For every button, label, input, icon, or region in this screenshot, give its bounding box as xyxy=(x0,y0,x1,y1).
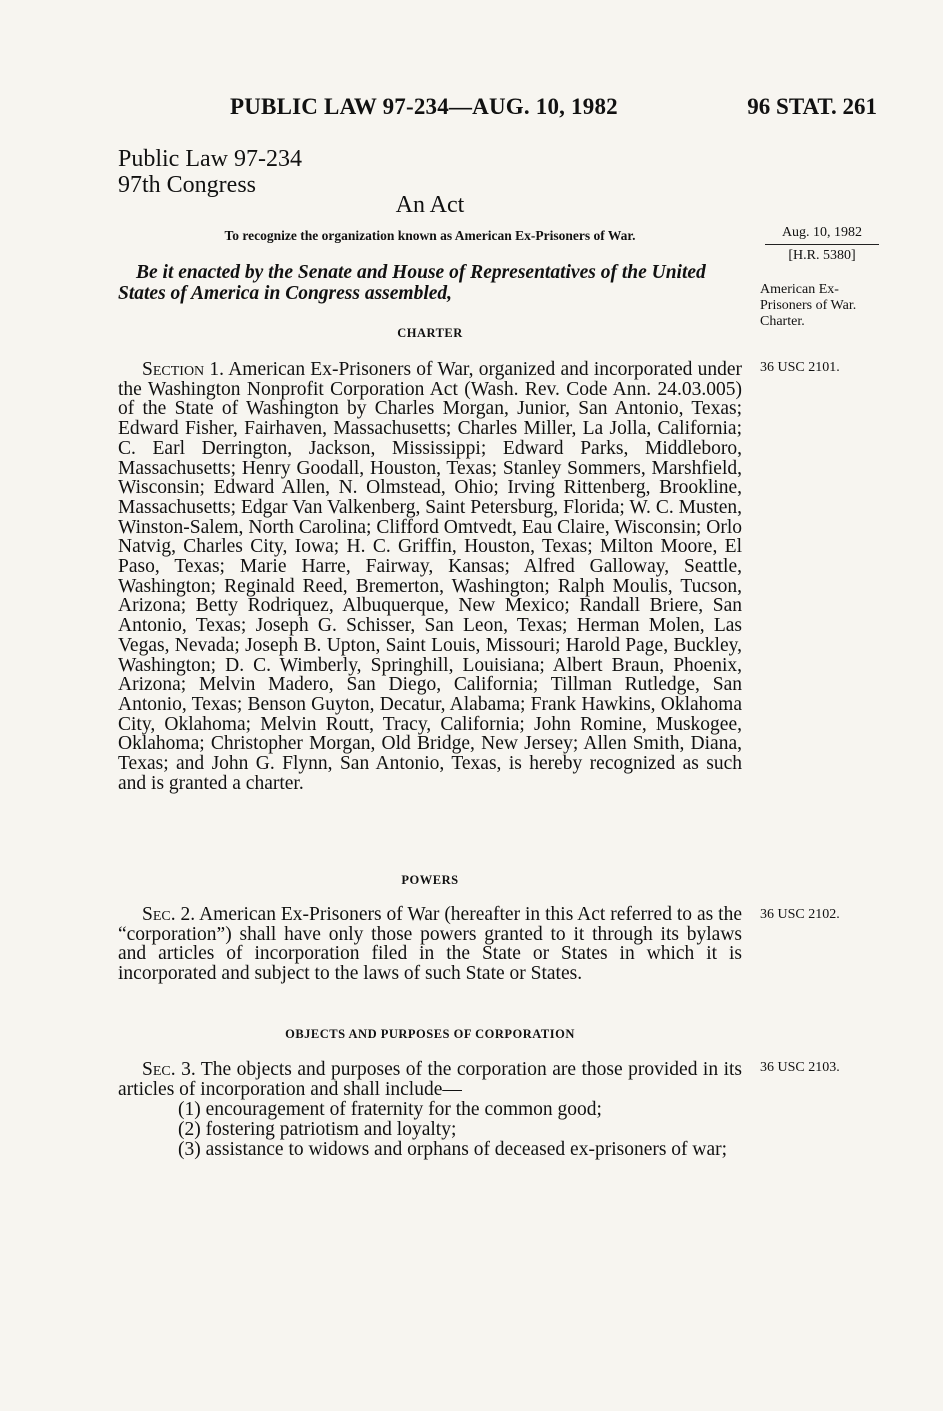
margin-cite-2102: 36 USC 2102. xyxy=(760,907,840,922)
charter-heading: CHARTER xyxy=(397,326,463,340)
margin-rule xyxy=(765,244,879,245)
section-2-text: American Ex-Prisoners of War (hereafter in this Act referred to as the “corporation”) shall have only those powers granted to it through its bylaws and articles of incorporation filed in the State or States in which it is incorporated and subject to the laws of such State or States. xyxy=(118,904,742,985)
margin-cite-2101: 36 USC 2101. xyxy=(760,360,840,375)
approval-date: Aug. 10, 1982 xyxy=(781,225,863,240)
powers-heading: POWERS xyxy=(401,873,459,887)
act-title: An Act xyxy=(395,192,465,218)
congress-number: 97th Congress xyxy=(118,172,256,198)
margin-topic: American Ex-Prisoners of War. Charter. xyxy=(760,282,857,329)
margin-cite-2103: 36 USC 2103. xyxy=(760,1060,840,1075)
running-header: PUBLIC LAW 97-234—AUG. 10, 1982 xyxy=(230,94,618,119)
section-3 xyxy=(118,1060,742,1099)
section-1-label: Section 1. xyxy=(142,359,225,380)
law-identifier xyxy=(118,146,302,198)
act-purpose: To recognize the organization known as American Ex-Prisoners of War. xyxy=(224,228,636,243)
section-3-label: Sec. 3. xyxy=(142,1059,196,1080)
purpose-item-3: (3) assistance to widows and orphans of deceased ex-prisoners of war; xyxy=(178,1139,728,1160)
purpose-item-1: (1) encouragement of fraternity for the common good; xyxy=(178,1099,602,1120)
public-law-number: Public Law 97-234 xyxy=(118,146,302,172)
section-2-label: Sec. 2. xyxy=(142,904,196,925)
bill-number: [H.R. 5380] xyxy=(788,248,856,263)
section-2 xyxy=(118,905,742,984)
section-1-text: American Ex-Prisoners of War, organized and incorporated under the Washington Nonprofit Corporation Act (Wash. Rev. Code Ann. 24.03.005) of the State of Washington by Charles Morgan, Junior, San Antonio, Texas; Edward Fisher, Fairhaven, Massachusetts; Charles Miller, La Jolla, California; C. Earl Derrington, Jackson, Mississippi; Edward Parks, Middleboro, Massachusetts; Henry Goodall, Houston, Texas; Stanley Sommers, Marshfield, Wisconsin; Edward Allen, N. Olmstead, Ohio; Irving Rittenberg, Brookline, Massachusetts; Edgar Van Valkenberg, Saint Petersburg, Florida; W. C. Musten, Winston-Salem, North Carolina; Clifford Omtvedt, Eau Claire, Wisconsin; Orlo Natvig, Charles City, Iowa; H. C. Griffin, Houston, Texas; Milton Moore, El Paso, Texas; Marie Harre, Fairway, Kansas; Alfred Galloway, Seattle, Washington; Reginald Reed, Bremerton, Washington; Ralph Moulis, Tucson, Arizona; Betty Rodriquez, Albuquerque, New Mexico; Randall Briere, San Antonio, Texas; Joseph G. Schisser, San Leon, Texas; Herman Molen, Las Vegas, Nevada; Joseph B. Upton, Saint Louis, Missouri; Harold Page, Buckley, Washington; D. C. Wimberly, Springhill, Louisiana; Albert Braun, Phoenix, Arizona; Melvin Madero, San Diego, California; Tillman Rutledge, San Antonio, Texas; Benson Guyton, Decatur, Alabama; Frank Hawkins, Oklahoma City, Oklahoma; Melvin Routt, Tracy, California; John Romine, Muskogee, Oklahoma; Christopher Morgan, Old Bridge, New Jersey; Allen Smith, Diana, Texas; and John G. Flynn, San Antonio, Texas, is hereby recognized as such and is granted a charter. xyxy=(118,359,742,794)
enacting-clause: Be it enacted by the Senate and House of Representatives of the United States of America in Congress assembled, xyxy=(118,262,706,304)
margin-date-block xyxy=(765,224,879,265)
objects-heading: OBJECTS AND PURPOSES OF CORPORATION xyxy=(285,1027,575,1041)
section-1 xyxy=(118,360,742,793)
purpose-item-2: (2) fostering patriotism and loyalty; xyxy=(178,1119,457,1140)
section-3-text: The objects and purposes of the corporation are those provided in its articles of incorporation and shall include— xyxy=(118,1059,742,1100)
statute-page-number: 96 STAT. 261 xyxy=(747,94,877,119)
